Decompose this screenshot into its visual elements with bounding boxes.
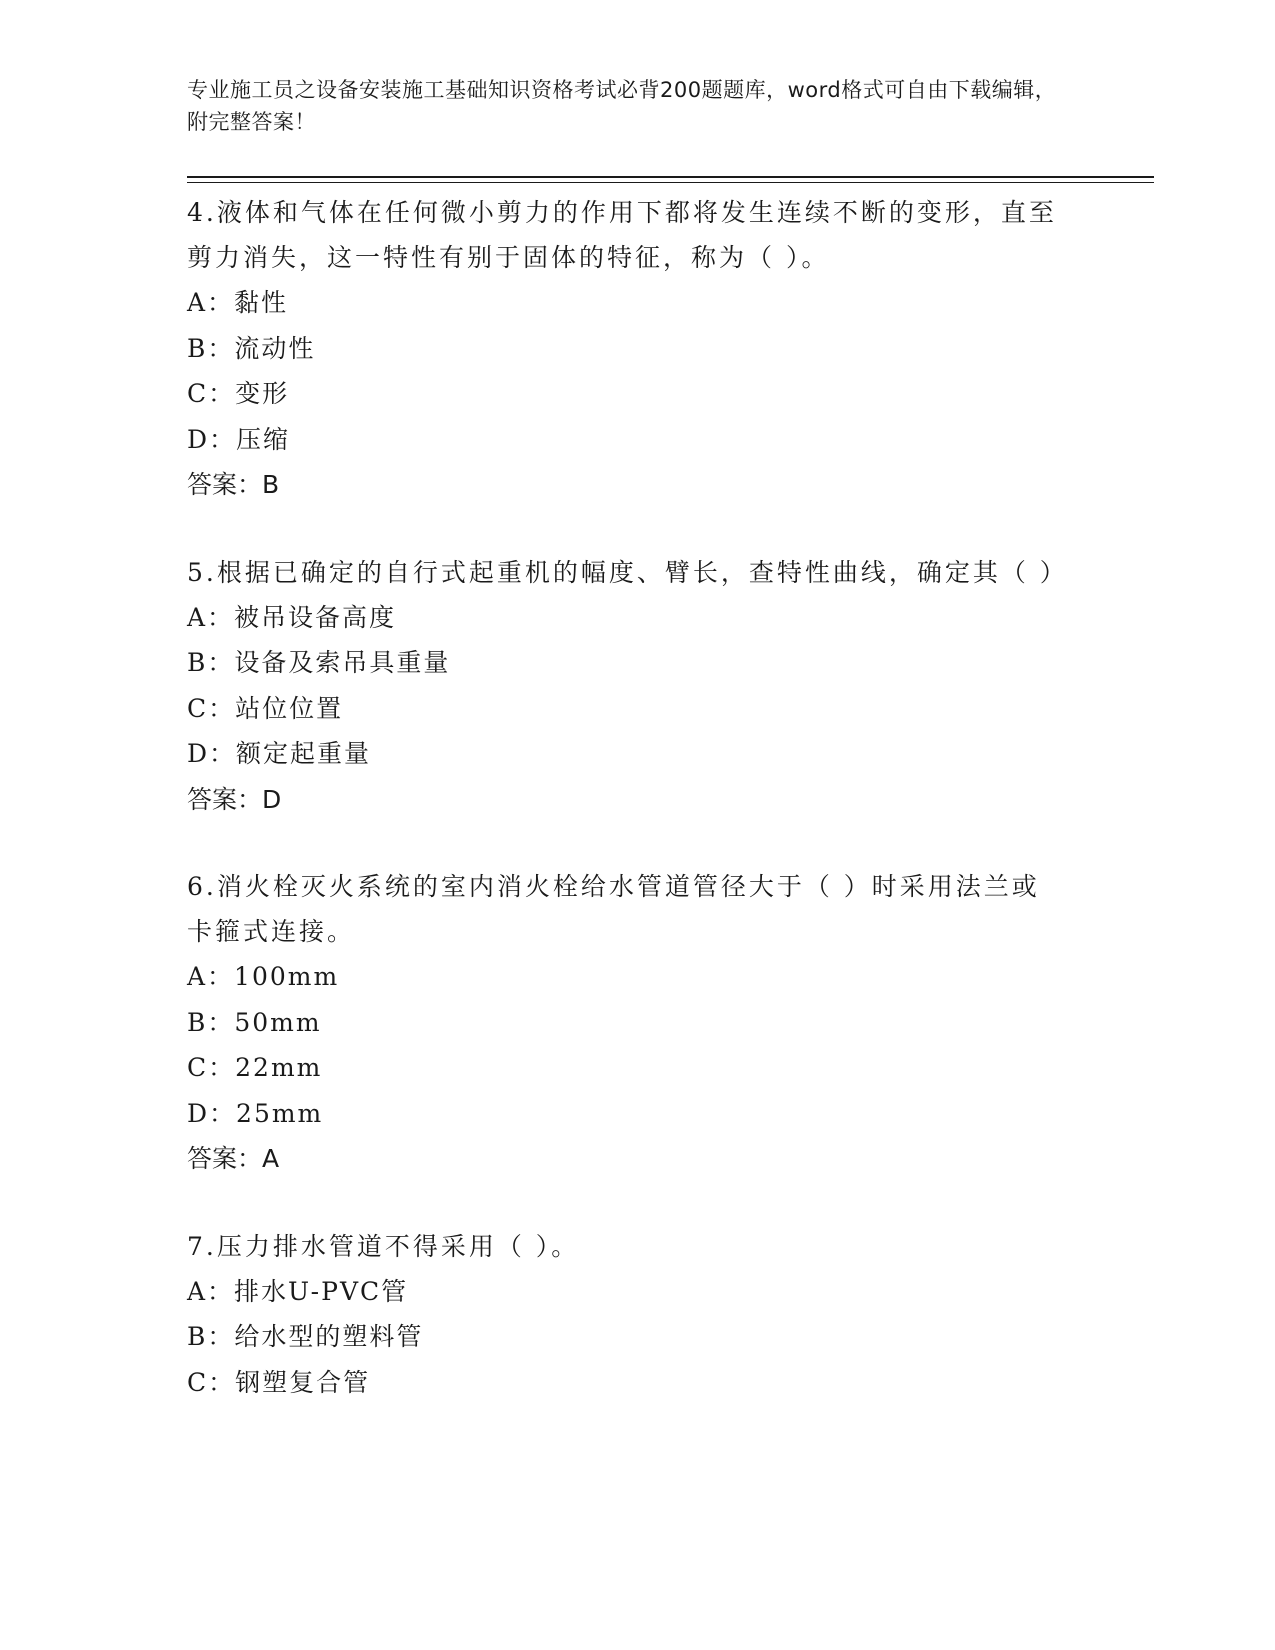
option-d: D：25mm (187, 1098, 324, 1128)
option-c: C：变形 (187, 379, 290, 408)
option-c: C：站位位置 (187, 693, 344, 723)
option-b: B：给水型的塑料管 (187, 1322, 424, 1351)
answer: 答案：B (187, 470, 280, 499)
option-b: B：流动性 (187, 333, 316, 363)
answer: 答案：A (187, 1144, 280, 1173)
answer: 答案：D (187, 784, 282, 814)
option-d: D：压缩 (187, 424, 291, 454)
option-b: B：50mm (187, 1007, 322, 1037)
question-stem: 5.根据已确定的自行式起重机的幅度、臂长，查特性曲线，确定其（ ） (187, 557, 1068, 587)
question-5 (187, 550, 1067, 823)
question-7 (187, 1224, 1067, 1406)
option-d: D：额定起重量 (187, 739, 372, 768)
option-c: C：22mm (187, 1053, 323, 1082)
question-6 (187, 864, 1067, 1182)
header-rule-thick (187, 176, 1154, 178)
question-list (187, 190, 1067, 1447)
question-stem: 7.压力排水管道不得采用（ ）。 (187, 1231, 580, 1261)
question-stem: 4.液体和气体在任何微小剪力的作用下都将发生连续不断的变形，直至剪力消失，这一特性有别于固体的特征，称为（ ）。 (187, 198, 1057, 272)
header-rule-thin (187, 182, 1154, 183)
document-header: 专业施工员之设备安装施工基础知识资格考试必背200题题库，word格式可自由下载编辑，附完整答案！ (187, 78, 1057, 134)
question-stem: 6.消火栓灭火系统的室内消火栓给水管道管径大于（ ）时采用法兰或卡箍式连接。 (187, 872, 1040, 946)
option-c: C：钢塑复合管 (187, 1367, 371, 1397)
question-4 (187, 190, 1067, 508)
option-a: A：100mm (187, 962, 340, 991)
option-a: A：排水U-PVC管 (187, 1276, 409, 1306)
option-a: A：黏性 (187, 288, 289, 317)
option-a: A：被吊设备高度 (187, 602, 397, 632)
option-b: B：设备及索吊具重量 (187, 648, 451, 677)
